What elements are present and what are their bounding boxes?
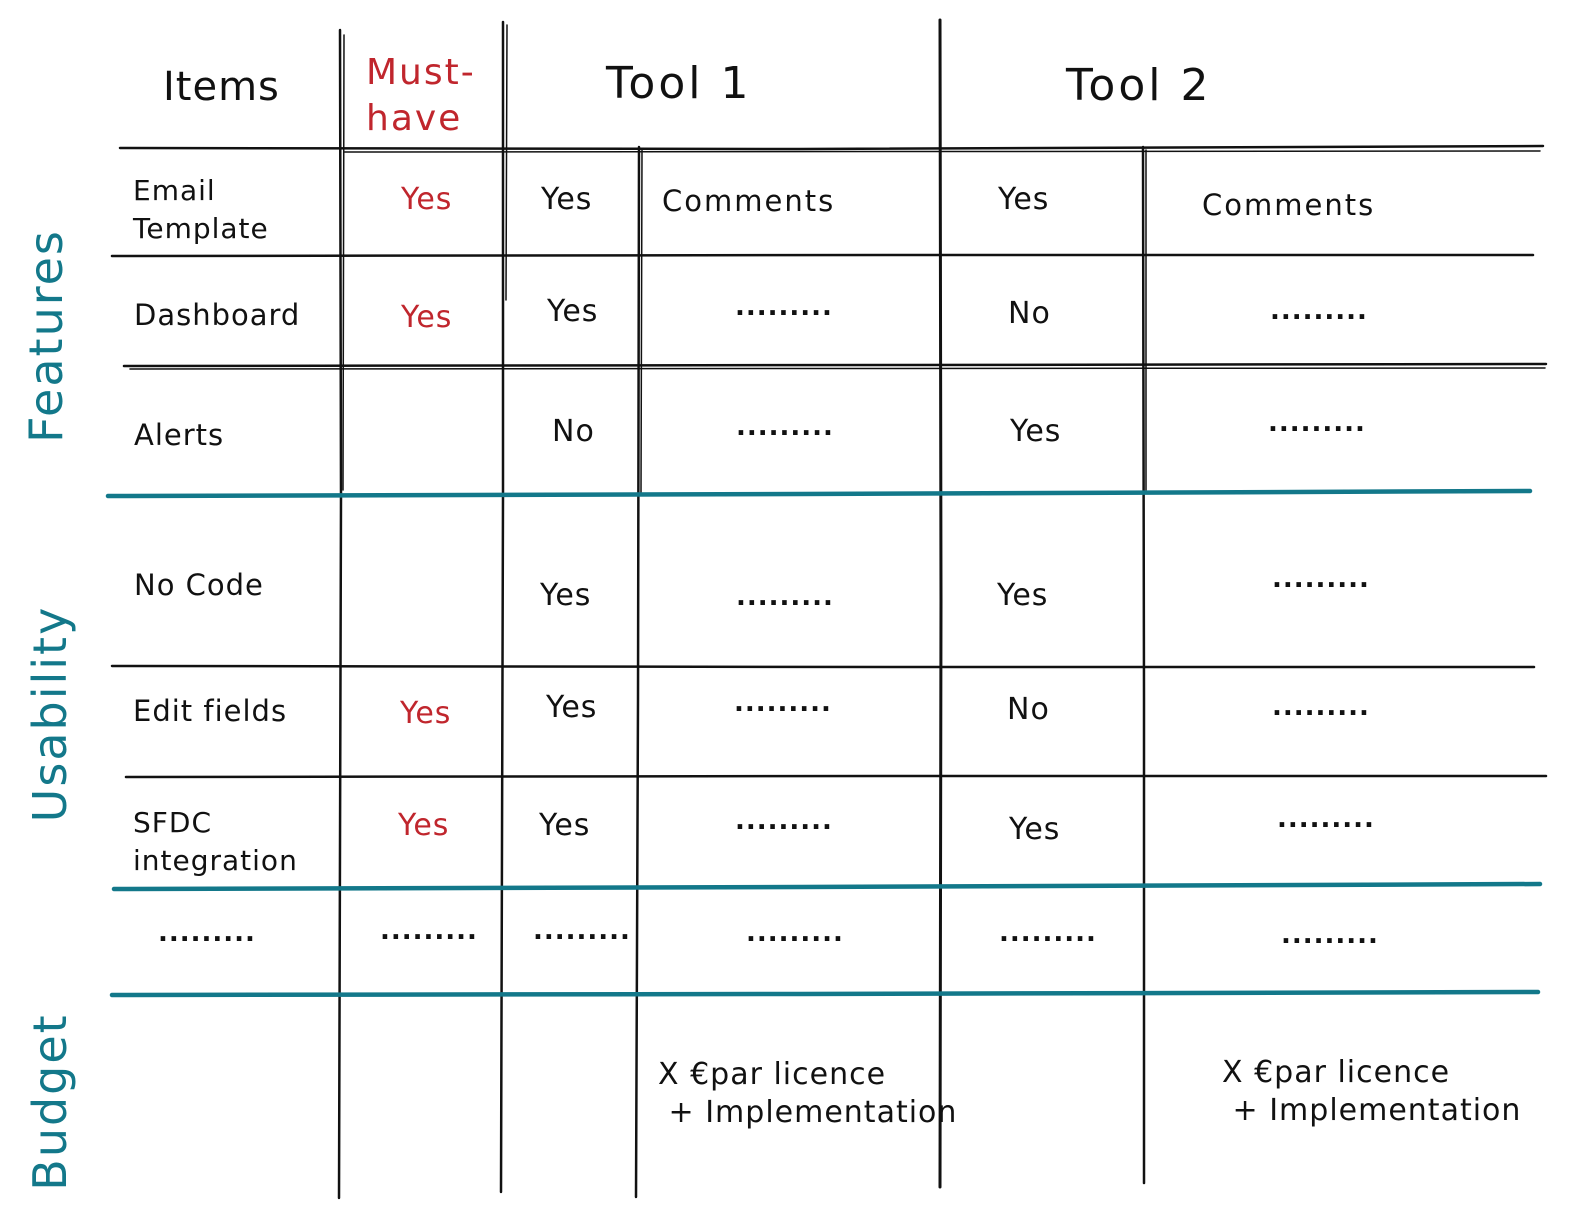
grid-vline-tool1-comments-2 xyxy=(641,150,642,495)
header-tool2: Tool 2 xyxy=(1066,60,1212,111)
grid-vline-items-must xyxy=(339,30,341,1198)
category-separator-features xyxy=(108,491,1530,496)
grid-hline-row2-2 xyxy=(130,368,1545,369)
row-tool1-value: Yes xyxy=(547,294,599,329)
header-must-have: Must- have xyxy=(366,52,476,139)
row-tool1-value: Yes xyxy=(546,690,598,725)
grid-hline-header xyxy=(120,146,1543,149)
grid-vline-must-tool1-2 xyxy=(506,25,507,300)
category-label-budget: Budget xyxy=(23,1013,77,1191)
row-tool1-comment: ......... xyxy=(746,918,844,948)
grid-hline-row5 xyxy=(126,776,1546,777)
row-must-value: Yes xyxy=(401,182,453,217)
row-tool1-value: Yes xyxy=(541,182,593,217)
row-tool2-value: Yes xyxy=(998,182,1050,217)
grid-hline-row1 xyxy=(112,255,1533,256)
grid-hline-row4 xyxy=(112,666,1534,667)
row-tool1-value: Yes xyxy=(540,578,592,613)
row-tool2-comment: ......... xyxy=(1281,920,1379,950)
row-item: SFDC integration xyxy=(133,806,298,877)
row-tool2-comment: ......... xyxy=(1272,692,1370,722)
grid-hline-row2 xyxy=(124,364,1546,366)
row-tool1-comment: ......... xyxy=(735,292,833,322)
row-tool2-value: No xyxy=(1007,692,1050,727)
row-item: Email Template xyxy=(133,174,269,245)
row-item: Edit fields xyxy=(133,694,288,728)
row-tool2-value: Yes xyxy=(997,578,1049,613)
header-tool1: Tool 1 xyxy=(606,58,752,109)
row-tool2-comment: ......... xyxy=(1277,804,1375,834)
row-tool2-value: ......... xyxy=(999,918,1097,948)
row-tool1-comment: ......... xyxy=(736,412,834,442)
grid-vline-must-tool1 xyxy=(501,22,503,1192)
category-label-usability: Usability xyxy=(23,605,77,823)
row-tool1-value: No xyxy=(552,414,595,449)
row-must-value: Yes xyxy=(400,696,452,731)
row-must-value: Yes xyxy=(401,300,453,335)
row-item: Dashboard xyxy=(134,298,301,332)
row-tool2-comment: ......... xyxy=(1270,296,1368,326)
row-tool1-value: ......... xyxy=(533,916,631,946)
row-tool2-comment: ......... xyxy=(1272,564,1370,594)
row-tool2-comment: ......... xyxy=(1268,408,1366,438)
grid-hline-header-2 xyxy=(345,151,1540,152)
grid-vline-items-must-2 xyxy=(343,35,344,490)
row-item: ......... xyxy=(158,918,256,948)
category-label-features: Features xyxy=(19,229,73,443)
budget-tool1: X €par licence + Implementation xyxy=(658,1057,958,1130)
row-tool2-value: Yes xyxy=(1010,414,1062,449)
category-separator-budget xyxy=(112,992,1538,995)
grid-vline-tool2-comments xyxy=(1143,147,1144,1183)
row-tool1-comment: ......... xyxy=(734,688,832,718)
row-must-value: Yes xyxy=(398,808,450,843)
row-tool2-comment: Comments xyxy=(1202,188,1376,222)
row-tool1-comment: Comments xyxy=(662,184,836,218)
row-tool2-value: No xyxy=(1008,296,1051,331)
row-tool2-value: Yes xyxy=(1009,812,1061,847)
row-tool1-value: Yes xyxy=(539,808,591,843)
row-item: Alerts xyxy=(134,418,225,452)
category-separator-usability xyxy=(114,884,1540,889)
row-tool1-comment: ......... xyxy=(735,806,833,836)
row-must-value: ......... xyxy=(380,916,478,946)
grid-vline-tool1-comments xyxy=(636,147,639,1197)
grid-vline-tool1-tool2 xyxy=(940,20,941,1187)
budget-tool2: X €par licence + Implementation xyxy=(1222,1055,1522,1128)
header-items: Items xyxy=(163,64,280,110)
row-tool1-comment: ......... xyxy=(736,582,834,612)
row-item: No Code xyxy=(134,568,264,602)
